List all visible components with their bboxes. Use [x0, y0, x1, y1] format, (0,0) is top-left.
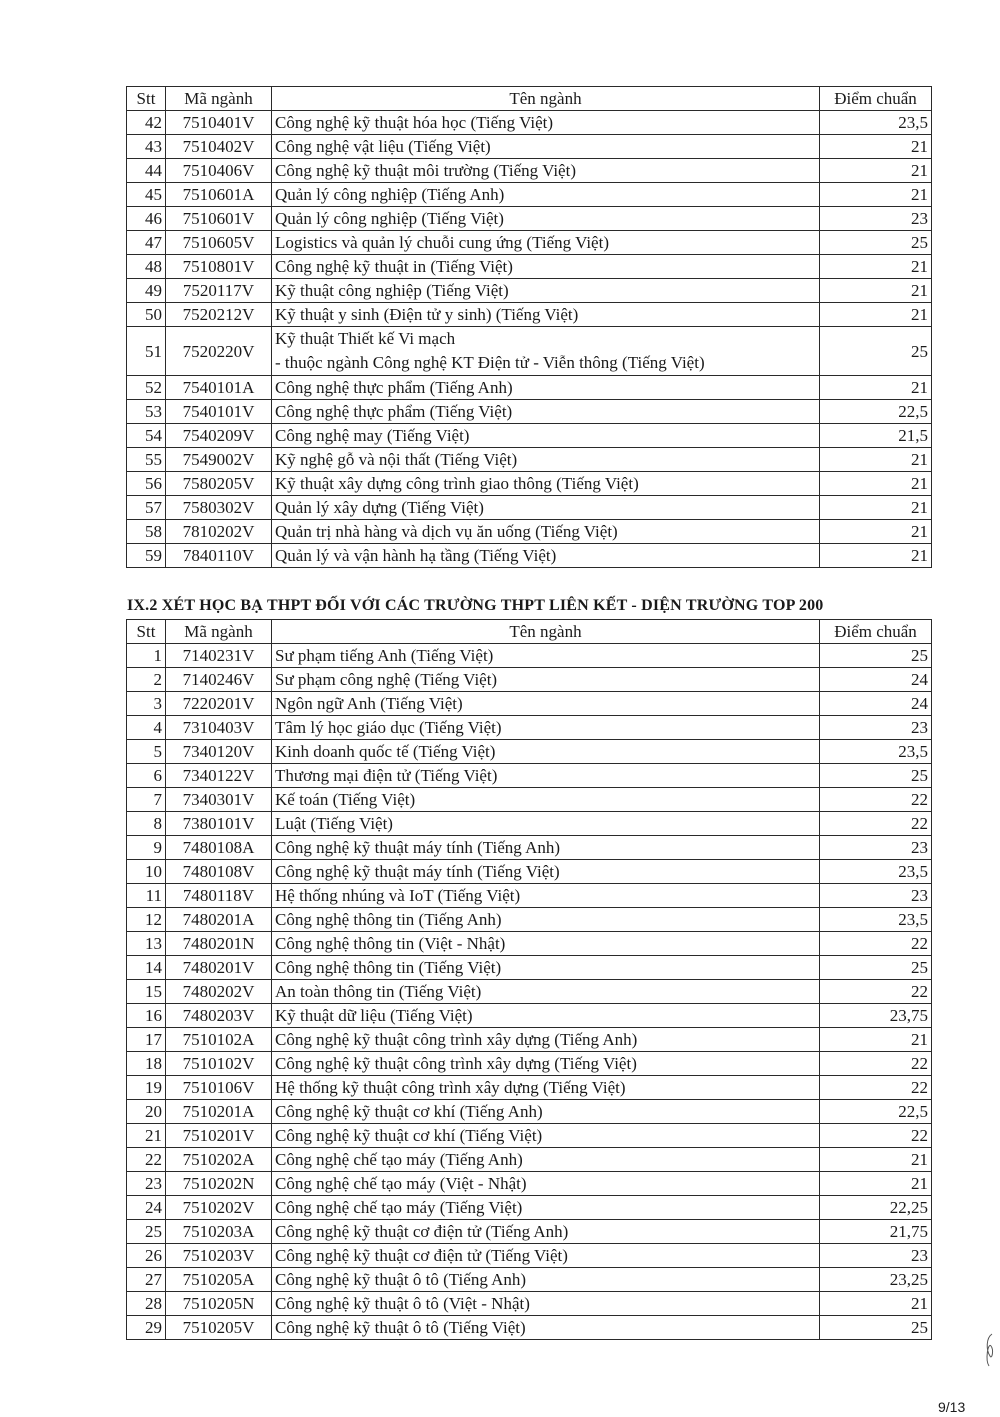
stt-cell: 8 [127, 812, 166, 836]
name-cell: Công nghệ chế tạo máy (Tiếng Anh) [272, 1148, 820, 1172]
name-cell: Công nghệ kỹ thuật hóa học (Tiếng Việt) [272, 111, 820, 135]
table-row [127, 788, 932, 812]
code-cell: 7310403V [166, 716, 272, 740]
stt-cell: 19 [127, 1076, 166, 1100]
name-cell: An toàn thông tin (Tiếng Việt) [272, 980, 820, 1004]
table-row [127, 956, 932, 980]
stt-cell: 54 [127, 424, 166, 448]
table-row [127, 836, 932, 860]
score-cell: 25 [820, 956, 932, 980]
stt-cell: 3 [127, 692, 166, 716]
score-cell: 23,75 [820, 1004, 932, 1028]
code-cell: 7480202V [166, 980, 272, 1004]
admission-table-1 [126, 86, 932, 568]
score-cell: 22,5 [820, 400, 932, 424]
score-cell: 21 [820, 472, 932, 496]
score-cell: 25 [820, 764, 932, 788]
score-cell: 23,25 [820, 1268, 932, 1292]
score-cell: 21,75 [820, 1220, 932, 1244]
stt-cell: 58 [127, 520, 166, 544]
header-stt: Stt [127, 620, 166, 644]
stt-cell: 5 [127, 740, 166, 764]
score-cell: 21 [820, 448, 932, 472]
score-cell: 22 [820, 812, 932, 836]
score-cell: 21 [820, 1028, 932, 1052]
table-row [127, 716, 932, 740]
stt-cell: 48 [127, 255, 166, 279]
stt-cell: 11 [127, 884, 166, 908]
table-row [127, 279, 932, 303]
code-cell: 7510202V [166, 1196, 272, 1220]
header-name: Tên ngành [272, 87, 820, 111]
code-cell: 7540209V [166, 424, 272, 448]
score-cell: 22 [820, 788, 932, 812]
stt-cell: 9 [127, 836, 166, 860]
name-cell: Công nghệ kỹ thuật công trình xây dựng (Tiếng Anh) [272, 1028, 820, 1052]
code-cell: 7510202N [166, 1172, 272, 1196]
name-cell: Công nghệ kỹ thuật máy tính (Tiếng Việt) [272, 860, 820, 884]
stt-cell: 49 [127, 279, 166, 303]
code-cell: 7510402V [166, 135, 272, 159]
code-cell: 7580302V [166, 496, 272, 520]
name-cell: Công nghệ kỹ thuật ô tô (Việt - Nhật) [272, 1292, 820, 1316]
stt-cell: 27 [127, 1268, 166, 1292]
name-cell: Hệ thống kỹ thuật công trình xây dựng (Tiếng Việt) [272, 1076, 820, 1100]
name-cell: Công nghệ chế tạo máy (Việt - Nhật) [272, 1172, 820, 1196]
table-row [127, 644, 932, 668]
stt-cell: 56 [127, 472, 166, 496]
code-cell: 7510601A [166, 183, 272, 207]
name-cell: Công nghệ thông tin (Việt - Nhật) [272, 932, 820, 956]
table-row [127, 1196, 932, 1220]
score-cell: 25 [820, 231, 932, 255]
table-row [127, 1316, 932, 1340]
score-cell: 21 [820, 544, 932, 568]
score-cell: 21 [820, 496, 932, 520]
code-cell: 7520117V [166, 279, 272, 303]
name-cell: Kỹ thuật y sinh (Điện tử y sinh) (Tiếng Việt) [272, 303, 820, 327]
stt-cell: 26 [127, 1244, 166, 1268]
name-cell: Công nghệ kỹ thuật máy tính (Tiếng Anh) [272, 836, 820, 860]
code-cell: 7840110V [166, 544, 272, 568]
stt-cell: 2 [127, 668, 166, 692]
stt-cell: 57 [127, 496, 166, 520]
score-cell: 23 [820, 207, 932, 231]
stt-cell: 6 [127, 764, 166, 788]
score-cell: 24 [820, 692, 932, 716]
stt-cell: 51 [127, 327, 166, 376]
name-cell: Ngôn ngữ Anh (Tiếng Việt) [272, 692, 820, 716]
score-cell: 25 [820, 327, 932, 376]
stt-cell: 25 [127, 1220, 166, 1244]
table-row [127, 1004, 932, 1028]
score-cell: 23,5 [820, 908, 932, 932]
table-row [127, 932, 932, 956]
stt-cell: 7 [127, 788, 166, 812]
score-cell: 22 [820, 980, 932, 1004]
code-cell: 7510203A [166, 1220, 272, 1244]
table-row [127, 424, 932, 448]
stt-cell: 50 [127, 303, 166, 327]
table-row [127, 1076, 932, 1100]
name-cell: Công nghệ chế tạo máy (Tiếng Việt) [272, 1196, 820, 1220]
name-cell: Logistics và quản lý chuỗi cung ứng (Tiếng Việt) [272, 231, 820, 255]
name-cell: Công nghệ kỹ thuật in (Tiếng Việt) [272, 255, 820, 279]
code-cell: 7510102A [166, 1028, 272, 1052]
code-cell: 7520212V [166, 303, 272, 327]
score-cell: 22,5 [820, 1100, 932, 1124]
score-cell: 25 [820, 1316, 932, 1340]
score-cell: 21,5 [820, 424, 932, 448]
name-cell: Công nghệ thực phẩm (Tiếng Việt) [272, 400, 820, 424]
table-row [127, 520, 932, 544]
name-cell [272, 327, 820, 376]
code-cell: 7510202A [166, 1148, 272, 1172]
stt-cell: 43 [127, 135, 166, 159]
code-cell: 7510801V [166, 255, 272, 279]
name-cell: Công nghệ thông tin (Tiếng Anh) [272, 908, 820, 932]
stt-cell: 13 [127, 932, 166, 956]
score-cell: 21 [820, 1172, 932, 1196]
table-row [127, 980, 932, 1004]
stt-cell: 15 [127, 980, 166, 1004]
table-row [127, 183, 932, 207]
score-cell: 21 [820, 520, 932, 544]
stt-cell: 16 [127, 1004, 166, 1028]
stt-cell: 53 [127, 400, 166, 424]
name-cell: Quản trị nhà hàng và dịch vụ ăn uống (Tiếng Việt) [272, 520, 820, 544]
header-code: Mã ngành [166, 87, 272, 111]
score-cell: 22 [820, 932, 932, 956]
stt-cell: 59 [127, 544, 166, 568]
table-row [127, 1148, 932, 1172]
code-cell: 7540101V [166, 400, 272, 424]
score-cell: 23,5 [820, 111, 932, 135]
code-cell: 7480118V [166, 884, 272, 908]
stt-cell: 4 [127, 716, 166, 740]
header-score: Điểm chuẩn [820, 620, 932, 644]
table-row [127, 668, 932, 692]
name-cell: Quản lý xây dựng (Tiếng Việt) [272, 496, 820, 520]
code-cell: 7140246V [166, 668, 272, 692]
table-row [127, 231, 932, 255]
table-row [127, 1172, 932, 1196]
stt-cell: 22 [127, 1148, 166, 1172]
name-cell: Công nghệ kỹ thuật công trình xây dựng (Tiếng Việt) [272, 1052, 820, 1076]
name-cell: Sư phạm tiếng Anh (Tiếng Việt) [272, 644, 820, 668]
table-row [127, 303, 932, 327]
stt-cell: 18 [127, 1052, 166, 1076]
table-row [127, 860, 932, 884]
name-cell: Công nghệ thực phẩm (Tiếng Anh) [272, 376, 820, 400]
section-title: IX.2 XÉT HỌC BẠ THPT ĐỐI VỚI CÁC TRƯỜNG THPT LIÊN KẾT - DIỆN TRƯỜNG TOP 200 [127, 597, 824, 614]
table-row [127, 908, 932, 932]
table-row [127, 1268, 932, 1292]
table-row [127, 1100, 932, 1124]
code-cell: 7340120V [166, 740, 272, 764]
page-number: 9/13 [938, 1399, 966, 1415]
name-cell: Công nghệ kỹ thuật cơ điện tử (Tiếng Anh) [272, 1220, 820, 1244]
score-cell: 22 [820, 1124, 932, 1148]
score-cell: 23,5 [820, 860, 932, 884]
table-row [127, 764, 932, 788]
code-cell: 7510205V [166, 1316, 272, 1340]
score-cell: 21 [820, 376, 932, 400]
code-cell: 7540101A [166, 376, 272, 400]
code-cell: 7510605V [166, 231, 272, 255]
stt-cell: 20 [127, 1100, 166, 1124]
score-cell: 23 [820, 884, 932, 908]
code-cell: 7480201A [166, 908, 272, 932]
code-cell: 7510401V [166, 111, 272, 135]
stt-cell: 28 [127, 1292, 166, 1316]
code-cell: 7549002V [166, 448, 272, 472]
stt-cell: 44 [127, 159, 166, 183]
stt-cell: 55 [127, 448, 166, 472]
score-cell: 21 [820, 159, 932, 183]
score-cell: 21 [820, 1148, 932, 1172]
name-cell: Công nghệ kỹ thuật môi trường (Tiếng Việt) [272, 159, 820, 183]
score-cell: 22,25 [820, 1196, 932, 1220]
table-row [127, 1028, 932, 1052]
code-cell: 7520220V [166, 327, 272, 376]
table-row [127, 135, 932, 159]
table-1-body [127, 111, 932, 568]
code-cell: 7220201V [166, 692, 272, 716]
stt-cell: 23 [127, 1172, 166, 1196]
score-cell: 22 [820, 1076, 932, 1100]
code-cell: 7480203V [166, 1004, 272, 1028]
stt-cell: 1 [127, 644, 166, 668]
admission-table-2 [126, 619, 932, 1340]
code-cell: 7510406V [166, 159, 272, 183]
table-row [127, 1292, 932, 1316]
code-cell: 7510201V [166, 1124, 272, 1148]
score-cell: 21 [820, 303, 932, 327]
table-row [127, 692, 932, 716]
score-cell: 23,5 [820, 740, 932, 764]
table-header-row [127, 620, 932, 644]
score-cell: 23 [820, 1244, 932, 1268]
header-name: Tên ngành [272, 620, 820, 644]
code-cell: 7480108A [166, 836, 272, 860]
score-cell: 24 [820, 668, 932, 692]
code-cell: 7380101V [166, 812, 272, 836]
header-score: Điểm chuẩn [820, 87, 932, 111]
name-cell: Công nghệ kỹ thuật ô tô (Tiếng Anh) [272, 1268, 820, 1292]
score-cell: 21 [820, 255, 932, 279]
name-cell: Kỹ thuật công nghiệp (Tiếng Việt) [272, 279, 820, 303]
stt-cell: 52 [127, 376, 166, 400]
code-cell: 7340122V [166, 764, 272, 788]
score-cell: 23 [820, 716, 932, 740]
table-row [127, 400, 932, 424]
score-cell: 21 [820, 1292, 932, 1316]
code-cell: 7580205V [166, 472, 272, 496]
header-stt: Stt [127, 87, 166, 111]
stt-cell: 42 [127, 111, 166, 135]
name-cell: Công nghệ kỹ thuật cơ điện tử (Tiếng Việt) [272, 1244, 820, 1268]
header-code: Mã ngành [166, 620, 272, 644]
name-cell: Công nghệ kỹ thuật cơ khí (Tiếng Anh) [272, 1100, 820, 1124]
code-cell: 7510205A [166, 1268, 272, 1292]
code-cell: 7340301V [166, 788, 272, 812]
code-cell: 7480108V [166, 860, 272, 884]
code-cell: 7480201N [166, 932, 272, 956]
stt-cell: 29 [127, 1316, 166, 1340]
code-cell: 7480201V [166, 956, 272, 980]
table-row [127, 207, 932, 231]
stt-cell: 46 [127, 207, 166, 231]
code-cell: 7510201A [166, 1100, 272, 1124]
table-row [127, 472, 932, 496]
code-cell: 7510601V [166, 207, 272, 231]
name-cell: Công nghệ kỹ thuật ô tô (Tiếng Việt) [272, 1316, 820, 1340]
table-row [127, 1052, 932, 1076]
table-row [127, 1220, 932, 1244]
stt-cell: 24 [127, 1196, 166, 1220]
table-row [127, 376, 932, 400]
table-row [127, 812, 932, 836]
name-cell: Quản lý công nghiệp (Tiếng Anh) [272, 183, 820, 207]
table-row [127, 740, 932, 764]
stt-cell: 21 [127, 1124, 166, 1148]
name-cell: Kỹ thuật xây dựng công trình giao thông (Tiếng Việt) [272, 472, 820, 496]
table-row [127, 1124, 932, 1148]
name-cell: Kỹ thuật dữ liệu (Tiếng Việt) [272, 1004, 820, 1028]
name-cell: Tâm lý học giáo dục (Tiếng Việt) [272, 716, 820, 740]
table-header-row [127, 87, 932, 111]
table-row [127, 1244, 932, 1268]
code-cell: 7810202V [166, 520, 272, 544]
table-row [127, 159, 932, 183]
name-cell: Quản lý và vận hành hạ tầng (Tiếng Việt) [272, 544, 820, 568]
name-cell: Công nghệ may (Tiếng Việt) [272, 424, 820, 448]
score-cell: 23 [820, 836, 932, 860]
name-cell: Hệ thống nhúng và IoT (Tiếng Việt) [272, 884, 820, 908]
signature-mark [982, 1330, 1000, 1370]
code-cell: 7510205N [166, 1292, 272, 1316]
name-cell: Kinh doanh quốc tế (Tiếng Việt) [272, 740, 820, 764]
code-cell: 7510203V [166, 1244, 272, 1268]
stt-cell: 12 [127, 908, 166, 932]
table-row [127, 448, 932, 472]
name-cell: Công nghệ vật liệu (Tiếng Việt) [272, 135, 820, 159]
code-cell: 7510106V [166, 1076, 272, 1100]
score-cell: 21 [820, 279, 932, 303]
code-cell: 7510102V [166, 1052, 272, 1076]
score-cell: 25 [820, 644, 932, 668]
score-cell: 22 [820, 1052, 932, 1076]
stt-cell: 47 [127, 231, 166, 255]
stt-cell: 45 [127, 183, 166, 207]
table-row [127, 111, 932, 135]
name-cell: Công nghệ thông tin (Tiếng Việt) [272, 956, 820, 980]
name-line: Kỹ thuật Thiết kế Vi mạch [275, 329, 456, 348]
name-cell: Kỹ nghệ gỗ và nội thất (Tiếng Việt) [272, 448, 820, 472]
stt-cell: 17 [127, 1028, 166, 1052]
code-cell: 7140231V [166, 644, 272, 668]
stt-cell: 10 [127, 860, 166, 884]
name-cell: Sư phạm công nghệ (Tiếng Việt) [272, 668, 820, 692]
name-cell: Thương mại điện tử (Tiếng Việt) [272, 764, 820, 788]
score-cell: 21 [820, 183, 932, 207]
table-row [127, 496, 932, 520]
table-row [127, 255, 932, 279]
table-2-body [127, 644, 932, 1340]
score-cell: 21 [820, 135, 932, 159]
name-cell: Công nghệ kỹ thuật cơ khí (Tiếng Việt) [272, 1124, 820, 1148]
table-row [127, 327, 932, 376]
stt-cell: 14 [127, 956, 166, 980]
table-row [127, 884, 932, 908]
name-cell: Quản lý công nghiệp (Tiếng Việt) [272, 207, 820, 231]
name-cell: Luật (Tiếng Việt) [272, 812, 820, 836]
table-row [127, 544, 932, 568]
name-line: - thuộc ngành Công nghệ KT Điện tử - Viễn thông (Tiếng Việt) [275, 353, 705, 372]
name-cell: Kế toán (Tiếng Việt) [272, 788, 820, 812]
